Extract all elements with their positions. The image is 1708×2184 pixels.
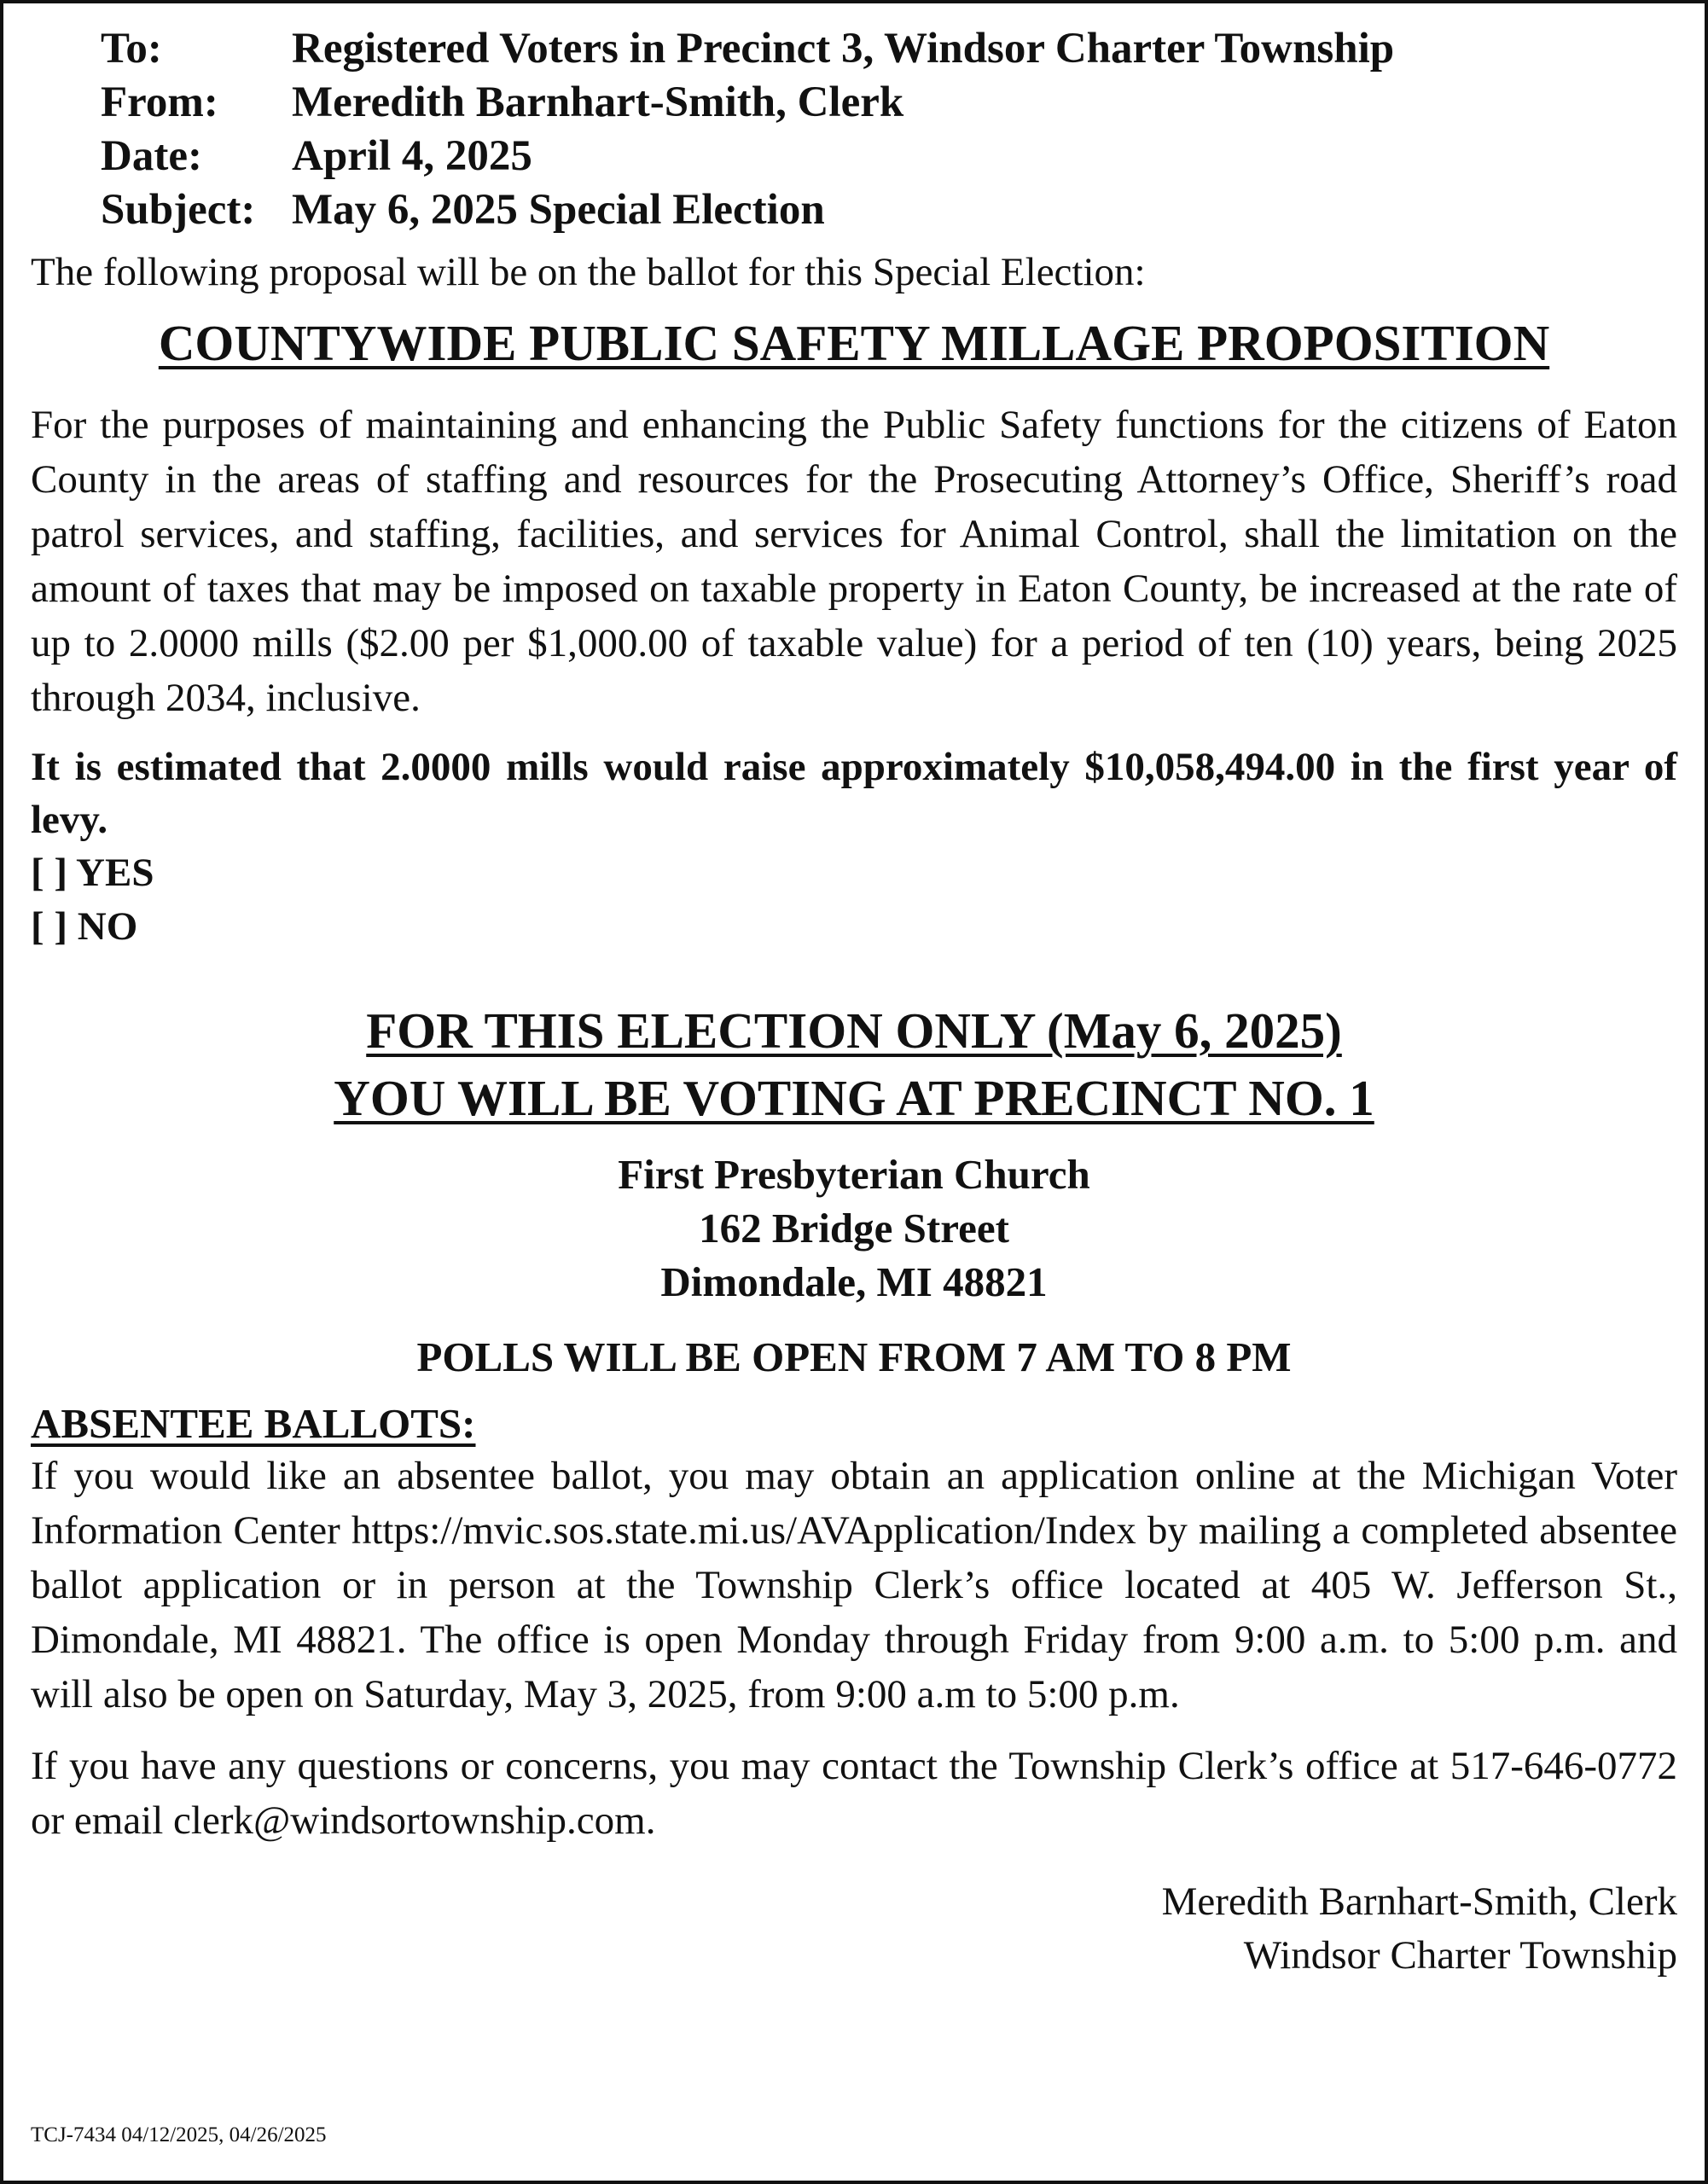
- election-notice-line1: FOR THIS ELECTION ONLY (May 6, 2025): [366, 1002, 1342, 1059]
- location-street: 162 Bridge Street: [699, 1205, 1009, 1252]
- memo-to-value: Registered Voters in Precinct 3, Windsor Charter Township: [292, 25, 1395, 73]
- proposition-body: For the purposes of maintaining and enhancing the Public Safety functions for the citizens of Eaton County in the areas of staffing and resources for the Prosecuting Attorney’s Office, Sheriff’s road patrol services, and staffing, facilities, and services for Animal Control, shall the limitation on the amount of taxes that may be imposed on taxable property in Eaton County, be increased at the rate of up to 2.0000 mills ($2.00 per $1,000.00 of taxable value) for a period of ten (10) years, being 2025 through 2034, inclusive.: [31, 403, 1677, 720]
- polls-hours: POLLS WILL BE OPEN FROM 7 AM TO 8 PM: [416, 1333, 1292, 1380]
- absentee-body: If you would like an absentee ballot, you may obtain an application online at the Michigan Voter Information Center https://mvic.sos.state.mi.us/AVApplication/Index by mailing a completed absentee ballot application or in person at the Township Clerk’s office located at 405 W. Jefferson St., Dimondale, MI 48821. The office is open Monday through Friday from 9:00 a.m. to 5:00 p.m. and will also be open on Saturday, May 3, 2025, from 9:00 a.m to 5:00 p.m.: [31, 1454, 1677, 1716]
- polling-location: [31, 1147, 1677, 1309]
- questions-text: If you have any questions or concerns, you may contact the Township Clerk’s office at 517-646-0772 or email clerk@windsortownship.com.: [31, 1744, 1677, 1843]
- memo-from-value: Meredith Barnhart-Smith, Clerk: [292, 78, 904, 126]
- location-name: First Presbyterian Church: [618, 1151, 1090, 1198]
- signature-org: Windsor Charter Township: [1243, 1933, 1677, 1978]
- footer-code: TCJ-7434 04/12/2025, 04/26/2025: [31, 2123, 327, 2146]
- memo-date-label: Date:: [101, 132, 202, 180]
- memo-header: [101, 22, 1677, 237]
- memo-from-label: From:: [101, 78, 218, 126]
- intro-text: The following proposal will be on the ballot for this Special Election:: [31, 250, 1146, 294]
- memo-subject-label: Subject:: [101, 186, 256, 234]
- signature-name: Meredith Barnhart-Smith, Clerk: [1161, 1879, 1677, 1924]
- location-city: Dimondale, MI 48821: [660, 1258, 1048, 1305]
- absentee-heading: ABSENTEE BALLOTS:: [31, 1400, 476, 1447]
- memo-subject-value: May 6, 2025 Special Election: [292, 186, 825, 234]
- signature-block: [31, 1875, 1677, 1983]
- memo-to-label: To:: [101, 25, 162, 73]
- no-option: [ ] NO: [31, 904, 138, 949]
- memo-date-value: April 4, 2025: [292, 132, 532, 180]
- election-notice: [31, 997, 1677, 1132]
- proposition-title: COUNTYWIDE PUBLIC SAFETY MILLAGE PROPOSITION: [158, 315, 1550, 371]
- proposition-estimate: It is estimated that 2.0000 mills would raise approximately $10,058,494.00 in the first year of levy.: [31, 745, 1677, 842]
- election-notice-line2: YOU WILL BE VOTING AT PRECINCT NO. 1: [334, 1070, 1374, 1126]
- yes-option: [ ] YES: [31, 851, 154, 895]
